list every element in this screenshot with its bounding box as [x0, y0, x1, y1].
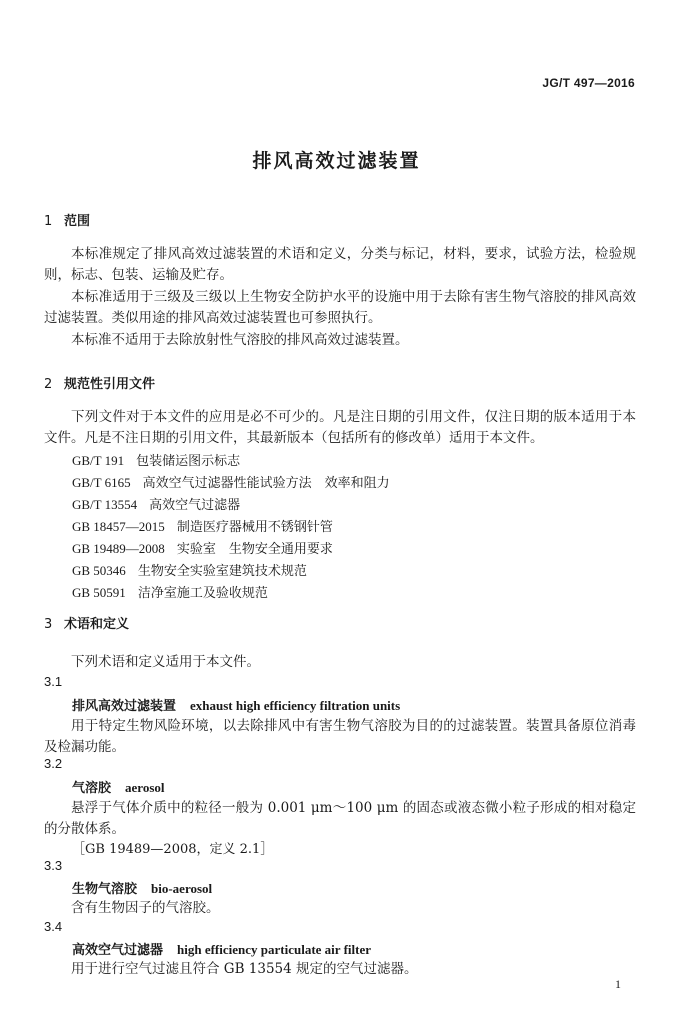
- reference-code: GB/T 191: [72, 453, 125, 468]
- section-title: 规范性引用文件: [64, 377, 156, 392]
- term-chinese: 生物气溶胶: [72, 882, 138, 897]
- term-definition: 用于进行空气过滤且符合 GB 13554 规定的空气过滤器。: [71, 961, 418, 977]
- terms-intro: 下列术语和定义适用于本文件。: [71, 654, 260, 670]
- page-number: 1: [615, 977, 621, 991]
- reference-item: [72, 494, 240, 513]
- term-heading: [72, 878, 212, 897]
- clause-number: 3.4: [44, 919, 63, 934]
- term-heading: [72, 695, 400, 714]
- reference-title: 高效空气过滤器: [149, 498, 241, 513]
- reference-code: GB/T 13554: [72, 497, 138, 512]
- reference-item: [72, 516, 333, 535]
- reference-code: GB 18457—2015: [72, 519, 165, 534]
- standard-code: JG/T 497—2016: [542, 76, 635, 90]
- section-number: 2: [44, 377, 53, 392]
- term-chinese: 排风高效过滤装置: [72, 699, 177, 714]
- section-number: 1: [44, 214, 53, 229]
- reference-code: GB 50346: [72, 563, 126, 578]
- document-title: 排风高效过滤装置: [252, 150, 421, 172]
- term-english: exhaust high efficiency filtration units: [190, 698, 401, 713]
- reference-item: [72, 472, 390, 491]
- term-chinese: 高效空气过滤器: [72, 943, 164, 958]
- reference-title: 洁净室施工及验收规范: [137, 586, 268, 601]
- reference-item: [72, 560, 307, 579]
- section-heading-normative-references: [44, 373, 155, 392]
- term-english: high efficiency particulate air filter: [177, 942, 371, 957]
- reference-title: 制造医疗器械用不锈钢针管: [176, 520, 333, 535]
- normative-intro: 下列文件对于本文件的应用是必不可少的。凡是注日期的引用文件，仅注日期的版本适用于本文件。凡是不注日期的引用文件，其最新版本（包括所有的修改单）适用于本文件。: [44, 409, 636, 446]
- clause-number: 3.2: [44, 756, 63, 771]
- reference-code: GB 50591: [72, 585, 126, 600]
- reference-title: 实验室 生物安全通用要求: [176, 542, 333, 557]
- term-english: aerosol: [125, 780, 165, 795]
- term-heading: [72, 777, 165, 796]
- scope-paragraph-2: 本标准适用于三级及三级以上生物安全防护水平的设施中用于去除有害生物气溶胶的排风高效过滤装置。类似用途的排风高效过滤装置也可参照执行。: [44, 289, 636, 326]
- reference-title: 高效空气过滤器性能试验方法 效率和阻力: [142, 476, 390, 491]
- reference-title: 生物安全实验室建筑技术规范: [137, 564, 307, 579]
- term-definition: 用于特定生物风险环境，以去除排风中有害生物气溶胶为目的的过滤装置。装置具备原位消毒及检漏功能。: [44, 718, 636, 755]
- section-heading-scope: [44, 210, 90, 229]
- reference-title: 包装储运图示标志: [136, 454, 241, 469]
- scope-paragraph-3: 本标准不适用于去除放射性气溶胶的排风高效过滤装置。: [71, 332, 409, 348]
- term-heading: [72, 939, 371, 958]
- clause-number: 3.1: [44, 674, 63, 689]
- term-source-note: ［GB 19489—2008，定义 2.1］: [72, 842, 274, 857]
- term-definition: 悬浮于气体介质中的粒径一般为 0.001 μm～100 μm 的固态或液态微小粒子形成的相对稳定的分散体系。: [44, 800, 636, 837]
- section-number: 3: [44, 617, 53, 632]
- reference-item: [72, 450, 240, 469]
- reference-code: GB/T 6165: [72, 475, 131, 490]
- reference-code: GB 19489—2008: [72, 541, 165, 556]
- reference-item: [72, 582, 268, 601]
- clause-number: 3.3: [44, 858, 63, 873]
- term-definition: 含有生物因子的气溶胶。: [71, 900, 220, 916]
- reference-item: [72, 538, 333, 557]
- section-title: 范围: [64, 214, 91, 229]
- term-english: bio-aerosol: [151, 881, 213, 896]
- term-chinese: 气溶胶: [72, 781, 112, 796]
- section-heading-terms-definitions: [44, 613, 129, 632]
- scope-paragraph-1: 本标准规定了排风高效过滤装置的术语和定义，分类与标记，材料，要求，试验方法，检验规则，标志、包装、运输及贮存。: [44, 246, 636, 283]
- section-title: 术语和定义: [64, 617, 130, 632]
